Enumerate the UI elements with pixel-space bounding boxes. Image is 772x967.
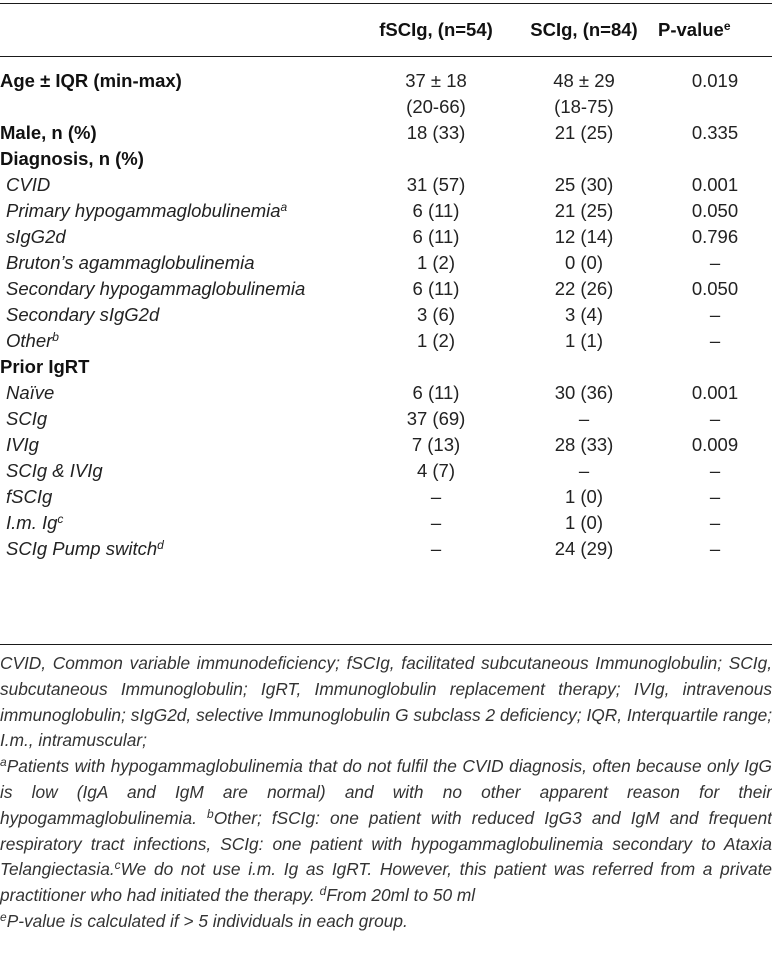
table-row [0, 250, 772, 276]
row-label: Bruton’s agammaglobulinemia [6, 252, 255, 273]
cell-fscig: 18 (33) [406, 122, 466, 143]
header-label-cell [0, 4, 362, 56]
table-row [0, 224, 772, 250]
header-p-value [658, 4, 772, 56]
cell-fscig: 1 (2) [416, 252, 456, 273]
row-label: Other [6, 330, 53, 351]
footnote-e-mark: e [0, 909, 7, 924]
cell-fscig: 6 (11) [412, 382, 460, 403]
cell-scig: (18-75) [554, 96, 614, 117]
table-row [0, 406, 772, 432]
cell-fscig: 37 (69) [406, 408, 466, 429]
cell-scig: 12 (14) [554, 226, 614, 247]
cell-scig: 25 (30) [554, 174, 614, 195]
cell-scig: 3 (4) [564, 304, 604, 325]
cell-fscig: – [430, 538, 442, 559]
footnote-e [0, 909, 772, 935]
cell-fscig: 7 (13) [411, 434, 461, 455]
row-label-cell [0, 198, 362, 224]
footnote-e-text: P-value is calculated if > 5 individuals in each group. [6, 910, 408, 931]
table-row [0, 354, 772, 380]
row-label-sup: b [52, 330, 59, 344]
row-label-sup: a [280, 200, 288, 214]
cell-p-value: 0.009 [691, 434, 739, 455]
table-row [0, 68, 772, 94]
row-label: Male, n (%) [0, 122, 97, 143]
table-footnotes [0, 651, 772, 935]
table-row [0, 172, 772, 198]
row-label: Primary hypogammaglobulinemia [6, 200, 281, 221]
footnote-c-mark: c [114, 858, 121, 873]
row-label-sup: d [157, 538, 164, 552]
cell-p-value [658, 94, 772, 120]
row-label: CVID [6, 174, 51, 195]
table-row [0, 432, 772, 458]
row-label: I.m. Ig [6, 512, 58, 533]
table-row [0, 276, 772, 302]
table-header-row [0, 4, 772, 56]
row-label: SCIg Pump switch [6, 538, 158, 559]
table-row [0, 380, 772, 406]
row-label: SCIg [6, 408, 48, 429]
row-label-cell [0, 328, 362, 354]
footnote-abbreviations-text: CVID, Common variable immunodeficiency; fSCIg, facilitated subcutaneous Immunoglobulin; SCIg, subcutaneous Immunoglobulin; IgRT, Immunoglobulin replacement therapy; IVIg, intravenous immunoglobulin; sIgG2d, selective Immunoglobulin G subclass 2 deficiency; IQR, Interquartile range; I.m., intramuscular; [0, 653, 772, 751]
cell-fscig: 31 (57) [406, 174, 466, 195]
cell-p-value: 0.001 [691, 382, 739, 403]
cell-fscig: 3 (6) [416, 304, 456, 325]
data-table [0, 4, 772, 562]
cell-scig: – [578, 460, 590, 481]
cell-scig: 22 (26) [554, 278, 614, 299]
row-label: IVIg [6, 434, 39, 455]
header-scig: SCIg, (n=84) [530, 19, 638, 40]
cell-p-value: 0.050 [691, 200, 739, 221]
row-label-sup: c [57, 512, 64, 526]
cell-scig: 1 (1) [564, 330, 604, 351]
cell-fscig: – [430, 512, 442, 533]
cell-scig: 21 (25) [554, 122, 614, 143]
cell-p-value [658, 354, 772, 380]
cell-p-value [658, 146, 772, 172]
cell-fscig: 1 (2) [416, 330, 456, 351]
footnote-a-text: Patients with hypogammaglobulinemia that do not fulfil the CVID diagnosis, often because only IgG is low (IgA and IgM are normal) and with no other apparent reason for their hypogammaglobulinemia. [0, 756, 772, 828]
cell-scig [510, 354, 658, 380]
cell-p-value: 0.001 [691, 174, 739, 195]
row-label: Prior IgRT [0, 356, 90, 377]
table-row [0, 510, 772, 536]
table-bottom-rule [0, 644, 772, 645]
cell-p-value: 0.335 [691, 122, 739, 143]
cell-p-value: – [709, 304, 721, 325]
row-label: Naïve [6, 382, 55, 403]
cell-scig: 21 (25) [554, 200, 614, 221]
footnote-a-mark: a [0, 755, 7, 770]
footnote-b-text: Other; fSCIg: one patient with reduced IgG3 and IgM and frequent respiratory tract infections, SCIg: one patient with hypogammaglobulinemia secondary to Ataxia Telangiectasia. [0, 807, 772, 880]
cell-p-value: – [709, 512, 721, 533]
row-label: sIgG2d [6, 226, 66, 247]
cell-fscig: 6 (11) [412, 200, 460, 221]
table-row [0, 302, 772, 328]
row-label [0, 94, 362, 120]
table-row [0, 146, 772, 172]
cell-p-value: – [709, 252, 721, 273]
cell-p-value: – [709, 330, 721, 351]
cell-scig: 30 (36) [554, 382, 614, 403]
footnote-d-text: From 20ml to 50 ml [326, 885, 476, 906]
header-spacer-row [0, 56, 772, 68]
cell-fscig: 37 ± 18 [405, 70, 467, 91]
cell-fscig: – [430, 486, 442, 507]
cell-fscig: 6 (11) [412, 226, 460, 247]
table-row [0, 458, 772, 484]
cell-p-value: 0.796 [691, 226, 739, 247]
header-p-value-sup: e [723, 19, 731, 33]
cell-p-value: – [709, 408, 721, 429]
row-label: SCIg & IVIg [6, 460, 103, 481]
cell-scig: 28 (33) [554, 434, 614, 455]
cell-scig: 1 (0) [564, 512, 604, 533]
header-fscig: fSCIg, (n=54) [379, 19, 493, 40]
table-row [0, 120, 772, 146]
table-row [0, 484, 772, 510]
cell-scig: 48 ± 29 [553, 70, 615, 91]
table-row [0, 94, 772, 120]
footnote-abbreviations [0, 651, 772, 754]
row-label-cell [0, 510, 362, 536]
cell-p-value: – [709, 538, 721, 559]
row-label-cell [0, 536, 362, 562]
header-p-value-label: P-value [658, 19, 724, 40]
row-label: Diagnosis, n (%) [0, 148, 144, 169]
table-row [0, 198, 772, 224]
cell-scig: 24 (29) [554, 538, 614, 559]
footnote-c-text: We do not use i.m. Ig as IgRT. However, this patient was referred from a private practitioner who had initiated the therapy. [0, 859, 772, 906]
cell-fscig: 4 (7) [416, 460, 456, 481]
cell-fscig [362, 354, 510, 380]
cell-p-value: – [709, 460, 721, 481]
footnote-d-mark: d [319, 884, 327, 899]
row-label: Secondary hypogammaglobulinemia [6, 278, 306, 299]
row-label: Secondary sIgG2d [6, 304, 160, 325]
cell-scig: 0 (0) [564, 252, 604, 273]
cell-fscig [362, 146, 510, 172]
cell-fscig: (20-66) [406, 96, 466, 117]
table-row [0, 328, 772, 354]
row-label: fSCIg [6, 486, 53, 507]
row-label: Age ± IQR (min-max) [0, 70, 182, 91]
cell-scig [510, 146, 658, 172]
cell-p-value: 0.019 [691, 70, 739, 91]
footnote-b-mark: b [207, 806, 214, 821]
cell-p-value: – [709, 486, 721, 507]
cell-fscig: 6 (11) [412, 278, 460, 299]
table-row [0, 536, 772, 562]
footnote-block [0, 754, 772, 909]
cell-p-value: 0.050 [691, 278, 739, 299]
cell-scig: 1 (0) [564, 486, 604, 507]
cell-scig: – [578, 408, 590, 429]
